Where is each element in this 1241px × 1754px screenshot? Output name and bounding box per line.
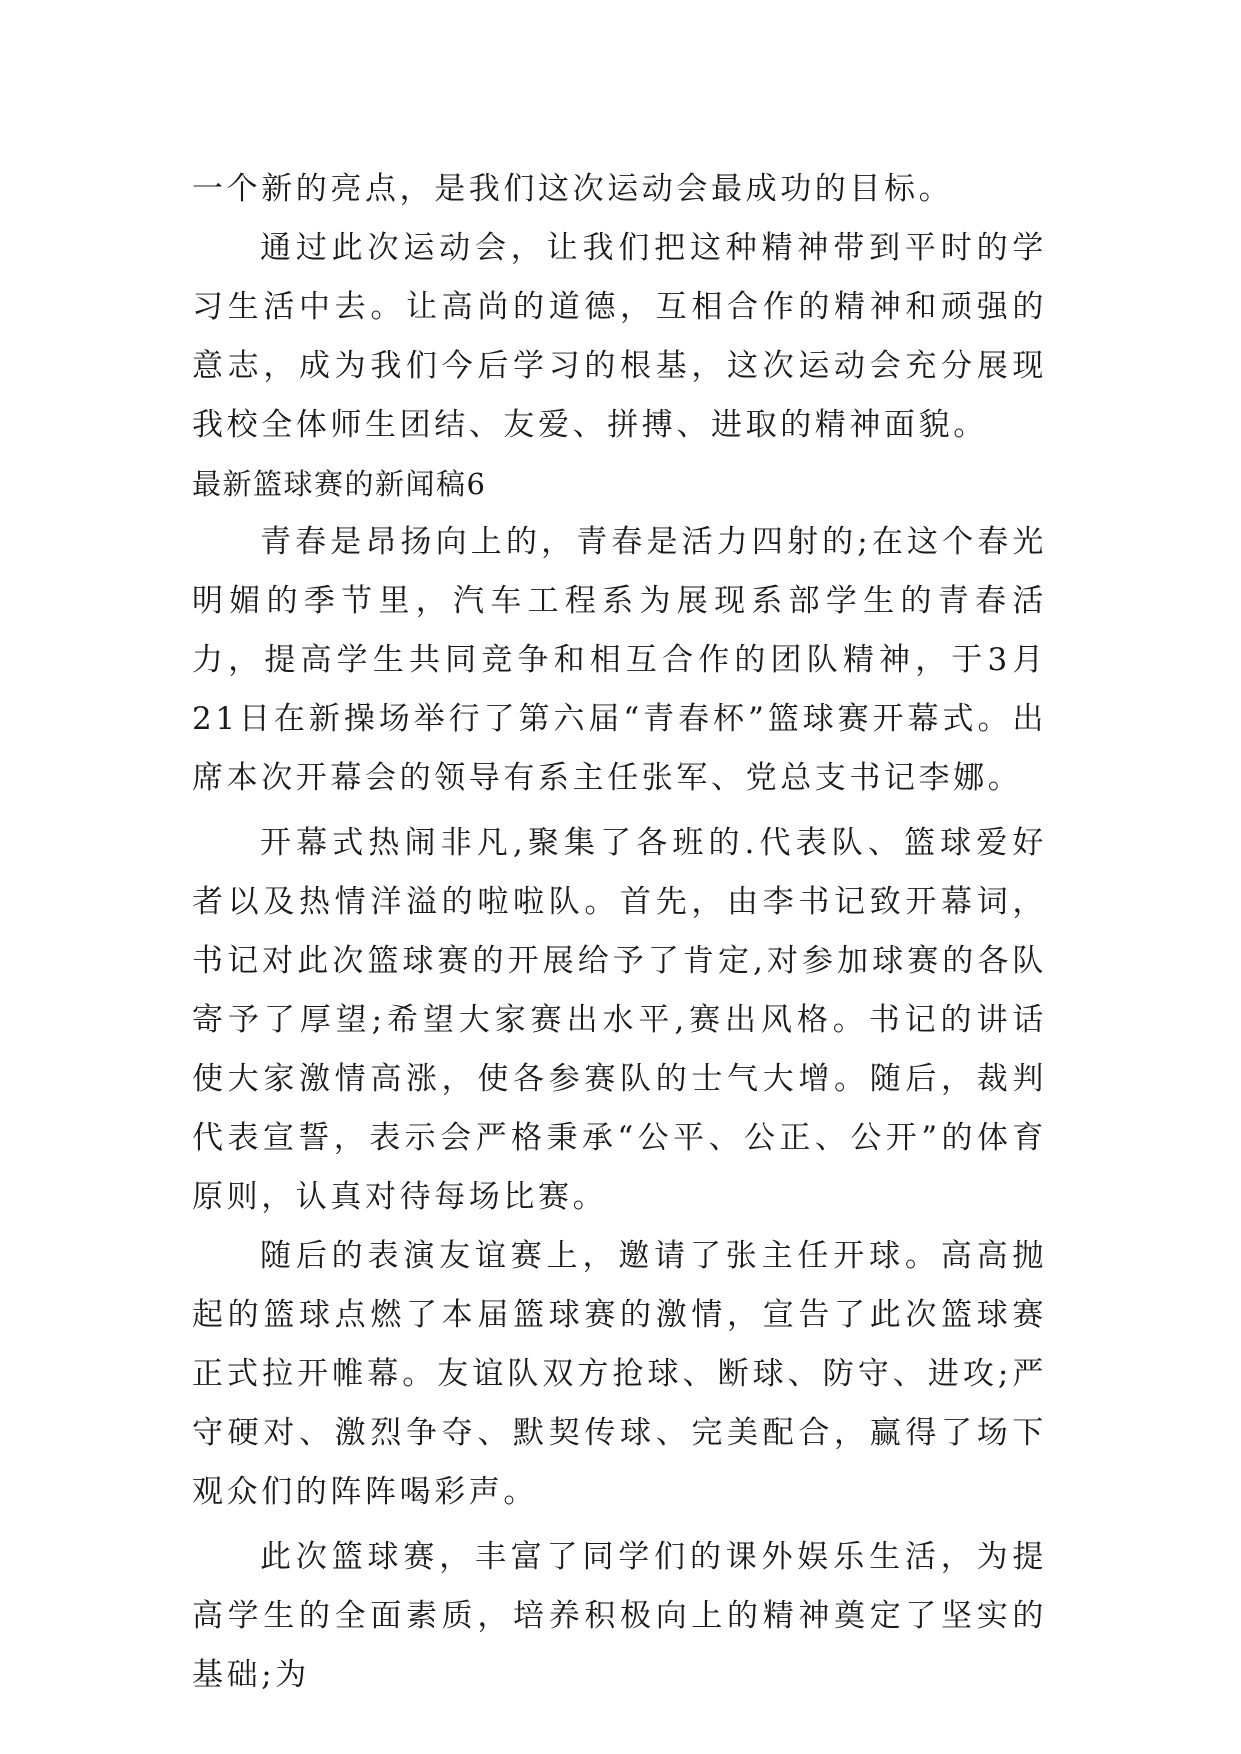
paragraph: 随后的表演友谊赛上，邀请了张主任开球。高高抛起的篮球点燃了本届篮球赛的激情，宣告了此次篮球赛正式拉开帷幕。友谊队双方抢球、断球、防守、进攻;严守硬对、激烈争夺、默契传球、完美配合，赢得了场下观众们的阵阵喝彩声。 bbox=[192, 1238, 1047, 1510]
paragraph: 一个新的亮点，是我们这次运动会最成功的目标。 bbox=[192, 171, 954, 207]
paragraph: 开幕式热闹非凡,聚集了各班的.代表队、篮球爱好者以及热情洋溢的啦啦队。首先，由李书记致开幕词，书记对此次篮球赛的开展给予了肯定,对参加球赛的各队寄予了厚望;希望大家赛出水平,赛出风格。书记的讲话使大家激情高涨，使各参赛队的士气大增。随后，裁判代表宣誓，表示会严格秉承“公平、公正、公开”的体育原则，认真对待每场比赛。 bbox=[192, 825, 1047, 1215]
paragraph: 此次篮球赛，丰富了同学们的课外娱乐生活，为提高学生的全面素质，培养积极向上的精神奠定了坚实的基础;为 bbox=[192, 1539, 1047, 1693]
document-body bbox=[192, 160, 1047, 1705]
paragraph: 通过此次运动会，让我们把这种精神带到平时的学习生活中去。让高尚的道德，互相合作的精神和顽强的意志，成为我们今后学习的根基，这次运动会充分展现我校全体师生团结、友爱、拼搏、进取的精神面貌。 bbox=[192, 230, 1047, 443]
section-title: 最新篮球赛的新闻稿6 bbox=[192, 467, 487, 501]
paragraph: 青春是昂扬向上的，青春是活力四射的;在这个春光明媚的季节里，汽车工程系为展现系部学生的青春活力，提高学生共同竞争和相互合作的团队精神，于3月21日在新操场举行了第六届“青春杯”篮球赛开幕式。出席本次开幕会的领导有系主任张军、党总支书记李娜。 bbox=[192, 524, 1047, 796]
